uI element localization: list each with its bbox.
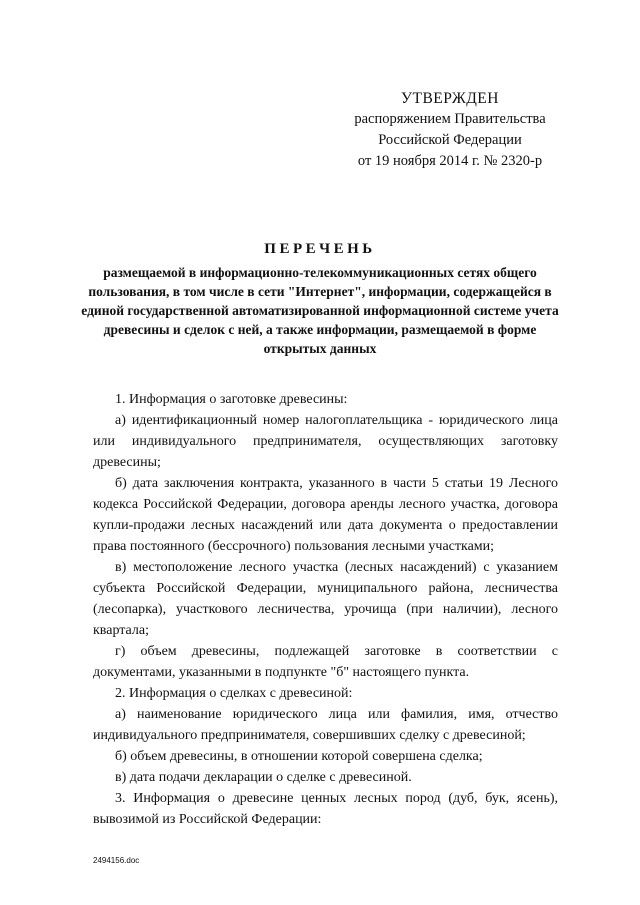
paragraph-1c: в) местоположение лесного участка (лесных насаждений) с указанием субъекта Российской Федерации, муниципального района, лесничества (лесопарка), участкового лесничества, урочища (при наличии), лесного квартала; bbox=[93, 560, 558, 638]
paragraph-2c: в) дата подачи декларации о сделке с древесиной. bbox=[115, 770, 412, 785]
paragraph-3: 3. Информация о древесине ценных лесных пород (дуб, бук, ясень), вывозимой из Российской Федерации: bbox=[93, 791, 558, 827]
approval-heading: УТВЕРЖДЕН bbox=[401, 90, 499, 107]
paragraph-2a: а) наименование юридического лица или фамилия, имя, отчество индивидуального предпринимателя, совершивших сделку с древесиной; bbox=[93, 707, 558, 743]
document-subtitle: размещаемой в информационно-телекоммуникационных сетях общего пользования, в том числе в сети "Интернет", информации, содержащейся в единой государственной автоматизированной информационной системе учета древесины и сделок с ней, а также информации, размещаемой в форме открытых данных bbox=[81, 265, 559, 356]
approval-block bbox=[330, 88, 570, 172]
document-body bbox=[93, 389, 558, 830]
document-title: ПЕРЕЧЕНЬ bbox=[264, 241, 376, 257]
paragraph-1a: а) идентификационный номер налогоплательщика - юридического лица или индивидуального предпринимателя, осуществляющих заготовку древесины; bbox=[93, 413, 558, 470]
paragraph-1d: г) объем древесины, подлежащей заготовке в соответствии с документами, указанными в подпункте "б" настоящего пункта. bbox=[93, 644, 558, 680]
paragraph-1b: б) дата заключения контракта, указанного в части 5 статьи 19 Лесного кодекса Российской Федерации, договора аренды лесного участка, договора купли-продажи лесных насаждений или дата документа о предоставлении права постоянного (бессрочного) пользования лесными участками; bbox=[93, 476, 558, 554]
paragraph-1: 1. Информация о заготовке древесины: bbox=[115, 392, 348, 407]
approval-line-1: распоряжением Правительства bbox=[354, 111, 546, 127]
paragraph-2: 2. Информация о сделках с древесиной: bbox=[115, 686, 353, 701]
file-name-footer: 2494156.doc bbox=[93, 856, 140, 865]
approval-line-2: Российской Федерации bbox=[378, 132, 522, 148]
approval-line-3: от 19 ноября 2014 г. № 2320-р bbox=[357, 153, 543, 169]
paragraph-2b: б) объем древесины, в отношении которой совершена сделка; bbox=[115, 749, 483, 764]
